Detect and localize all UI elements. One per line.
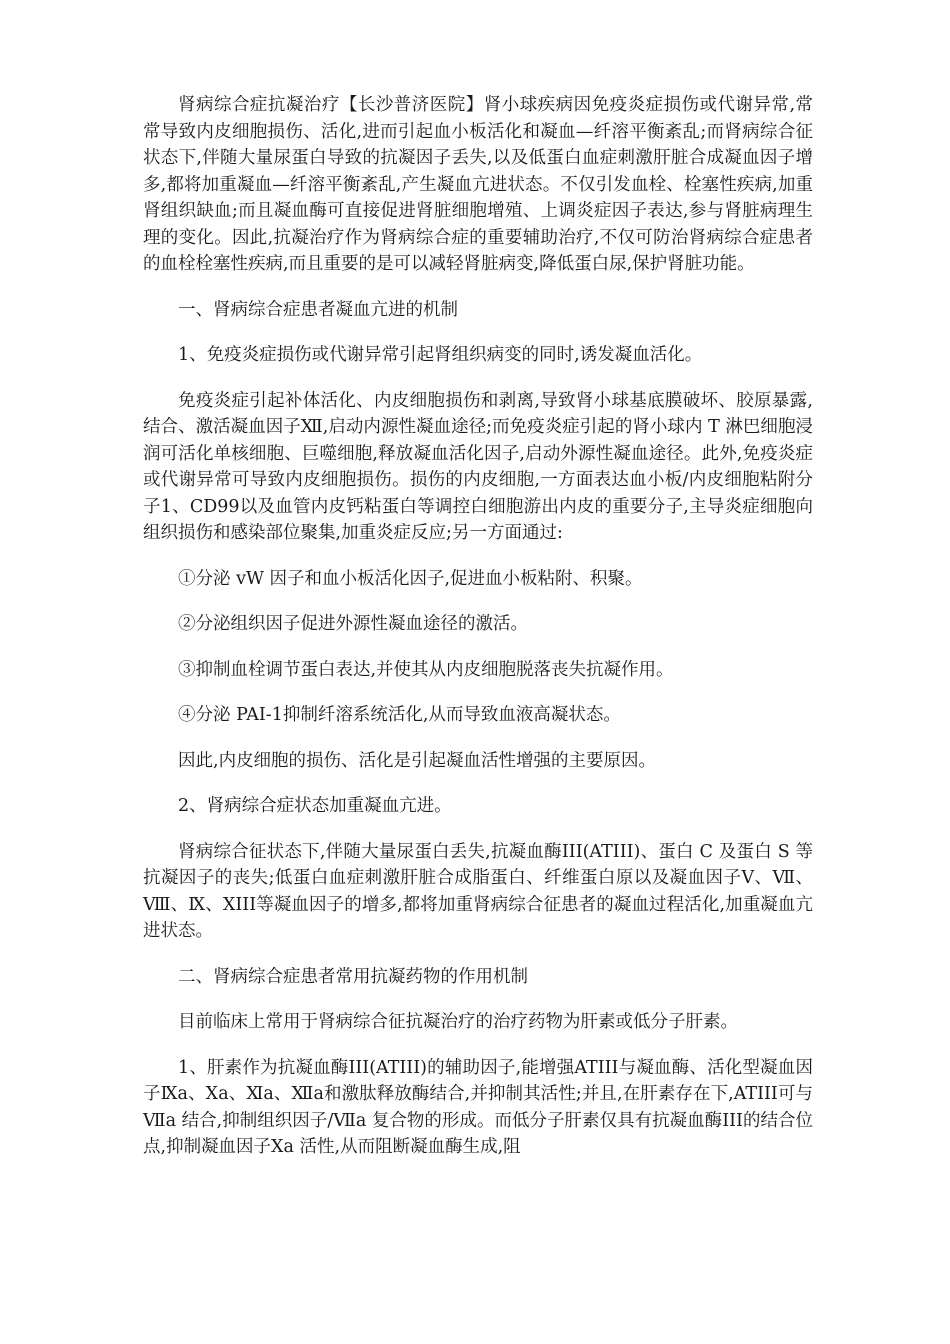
document-page bbox=[143, 92, 813, 1180]
body-paragraph: 1、肝素作为抗凝血酶III(ATIII)的辅助因子,能增强ATIII与凝血酶、活化型凝血因子Ⅸa、Ⅹa、Ⅺa、Ⅻa和激肽释放酶结合,并抑制其活性;并且,在肝素存在下,ATIII可与Ⅶa 结合,抑制组织因子/Ⅶa 复合物的形成。而低分子肝素仅具有抗凝血酶III的结合位点,抑制凝血因子Ⅹa 活性,从而阻断凝血酶生成,阻 bbox=[143, 1057, 813, 1157]
conclusion-paragraph: 因此,内皮细胞的损伤、活化是引起凝血活性增强的主要原因。 bbox=[178, 750, 657, 771]
section-heading-2: 二、肾病综合症患者常用抗凝药物的作用机制 bbox=[178, 966, 528, 987]
subsection-heading-1-1: 1、免疫炎症损伤或代谢异常引起肾组织病变的同时,诱发凝血活化。 bbox=[178, 345, 703, 365]
list-item-1: ①分泌 vW 因子和血小板活化因子,促进血小板粘附、积聚。 bbox=[178, 568, 643, 589]
list-item-3: ③抑制血栓调节蛋白表达,并使其从内皮细胞脱落丧失抗凝作用。 bbox=[178, 659, 674, 680]
list-item-4: ④分泌 PAI-1抑制纤溶系统活化,从而导致血液高凝状态。 bbox=[178, 705, 621, 725]
section-heading-1: 一、肾病综合症患者凝血亢进的机制 bbox=[178, 299, 458, 320]
subsection-heading-1-2: 2、肾病综合症状态加重凝血亢进。 bbox=[178, 796, 452, 816]
body-paragraph: 肾病综合征状态下,伴随大量尿蛋白丢失,抗凝血酶III(ATIII)、蛋白 C 及蛋白 S 等抗凝因子的丧失;低蛋白血症刺激肝脏合成脂蛋白、纤维蛋白原以及凝血因子Ⅴ、Ⅶ、Ⅷ、Ⅸ、ⅩIII等凝血因子的增多,都将加重肾病综合征患者的凝血过程活化,加重凝血亢进状态。 bbox=[143, 841, 813, 941]
body-paragraph: 目前临床上常用于肾病综合征抗凝治疗的治疗药物为肝素或低分子肝素。 bbox=[178, 1012, 738, 1032]
intro-paragraph: 肾病综合症抗凝治疗【长沙普济医院】肾小球疾病因免疫炎症损伤或代谢异常,常常导致内皮细胞损伤、活化,进而引起血小板活化和凝血—纤溶平衡紊乱;而肾病综合征状态下,伴随大量尿蛋白导致的抗凝因子丢失,以及低蛋白血症刺激肝脏合成凝血因子增多,都将加重凝血—纤溶平衡紊乱,产生凝血亢进状态。不仅引发血栓、栓塞性疾病,加重肾组织缺血;而且凝血酶可直接促进肾脏细胞增殖、上调炎症因子表达,参与肾脏病理生理的变化。因此,抗凝治疗作为肾病综合症的重要辅助治疗,不仅可防治肾病综合症患者的血栓栓塞性疾病,而且重要的是可以减轻肾脏病变,降低蛋白尿,保护肾脏功能。 bbox=[143, 95, 813, 274]
list-item-2: ②分泌组织因子促进外源性凝血途径的激活。 bbox=[178, 614, 528, 634]
body-paragraph: 免疫炎症引起补体活化、内皮细胞损伤和剥离,导致肾小球基底膜破坏、胶原暴露,结合、激活凝血因子Ⅻ,启动内源性凝血途径;而免疫炎症引起的肾小球内 T 淋巴细胞浸润可活化单核细胞、巨噬细胞,释放凝血活化因子,启动外源性凝血途径。此外,免疫炎症或代谢异常可导致内皮细胞损伤。损伤的内皮细胞,一方面表达血小板/内皮细胞粘附分子1、CD99以及血管内皮钙粘蛋白等调控白细胞游出内皮的重要分子,主导炎症细胞向组织损伤和感染部位聚集,加重炎症反应;另一方面通过: bbox=[143, 390, 813, 543]
